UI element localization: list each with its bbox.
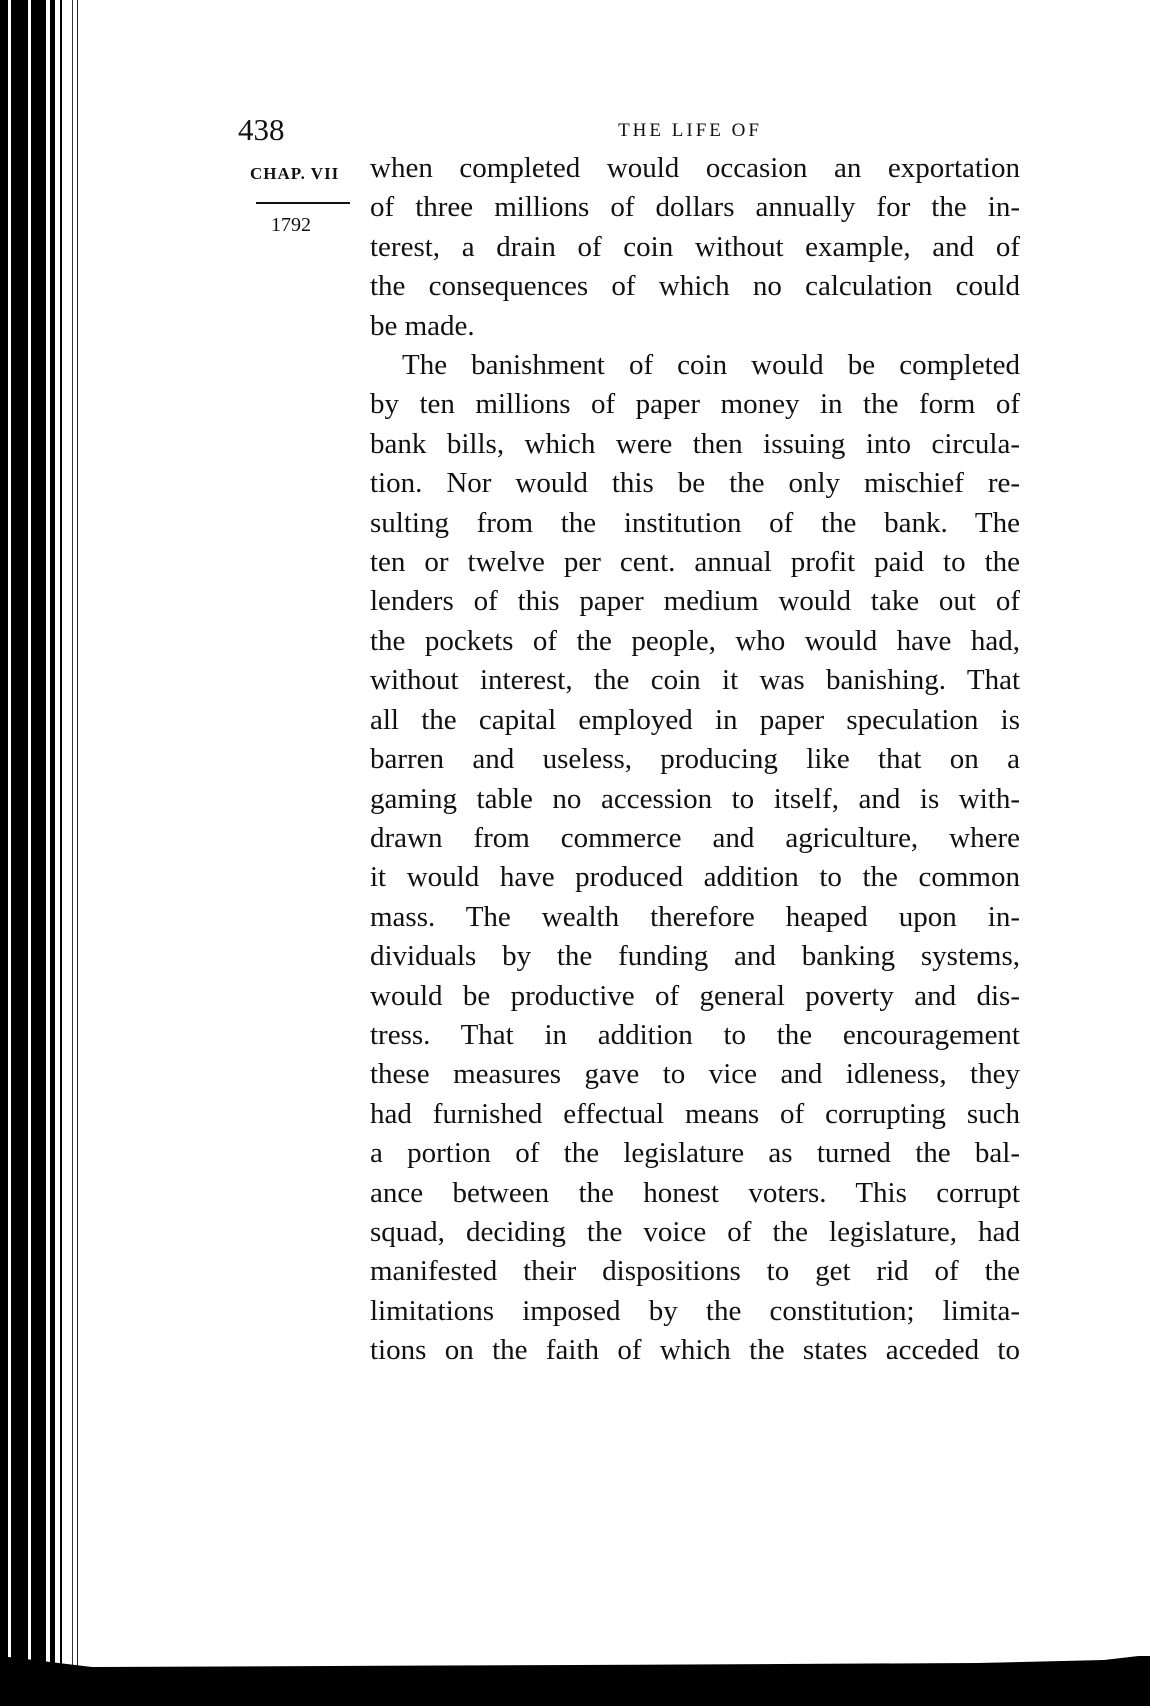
text-line: gaming table no accession to itself, and is with- <box>370 782 1020 815</box>
text-line: be made. <box>370 309 475 342</box>
body-text <box>370 149 1020 1371</box>
text-line: the pockets of the people, who would have had, <box>370 624 1020 657</box>
text-line: when completed would occasion an exportation <box>370 152 1020 184</box>
text-line: barren and useless, producing like that on a <box>370 743 1020 776</box>
text-line: without interest, the coin it was banishing. That <box>370 664 1020 697</box>
text-line: would be productive of general poverty and dis- <box>370 979 1020 1012</box>
text-line: had furnished effectual means of corrupting such <box>370 1097 1020 1130</box>
text-line: ten or twelve per cent. annual profit paid to the <box>370 546 1020 579</box>
margin-year: 1792 <box>271 214 311 236</box>
scan-binding-edge <box>0 0 82 1706</box>
text-line: these measures gave to vice and idleness, they <box>370 1058 1020 1091</box>
text-line: squad, deciding the voice of the legislature, had <box>370 1215 1020 1248</box>
paragraph <box>370 149 1020 346</box>
page-number: 438 <box>238 112 285 147</box>
paragraph <box>370 346 1020 1371</box>
text-line: of three millions of dollars annually for the in- <box>370 191 1020 224</box>
text-line: The banishment of coin would be completed <box>402 349 1020 382</box>
text-line: a portion of the legislature as turned the bal- <box>370 1137 1020 1170</box>
text-line: bank bills, which were then issuing into circula- <box>370 427 1020 460</box>
text-line: tion. Nor would this be the only mischief re- <box>370 467 1020 500</box>
text-line: it would have produced addition to the common <box>370 861 1020 894</box>
text-line: tions on the faith of which the states acceded to <box>370 1334 1020 1367</box>
text-line: all the capital employed in paper speculation is <box>370 703 1020 736</box>
text-line: drawn from commerce and agriculture, where <box>370 821 1020 854</box>
margin-rule <box>256 202 350 204</box>
text-line: lenders of this paper medium would take out of <box>370 585 1020 618</box>
margin-chapter: CHAP. VII <box>250 164 340 183</box>
text-line: sulting from the institution of the bank. The <box>370 506 1020 539</box>
text-line: manifested their dispositions to get rid of the <box>370 1255 1020 1288</box>
text-line: limitations imposed by the constitution; limita- <box>370 1294 1020 1327</box>
text-line: the consequences of which no calculation could <box>370 270 1020 303</box>
text-line: terest, a drain of coin without example, and of <box>370 230 1020 263</box>
running-head: THE LIFE OF <box>618 120 762 141</box>
text-line: ance between the honest voters. This corrupt <box>370 1176 1020 1209</box>
text-line: dividuals by the funding and banking systems, <box>370 940 1020 973</box>
text-line: tress. That in addition to the encouragement <box>370 1018 1020 1051</box>
scan-bottom-edge <box>0 1656 1150 1706</box>
text-line: mass. The wealth therefore heaped upon in- <box>370 900 1020 933</box>
text-line: by ten millions of paper money in the form of <box>370 388 1020 421</box>
